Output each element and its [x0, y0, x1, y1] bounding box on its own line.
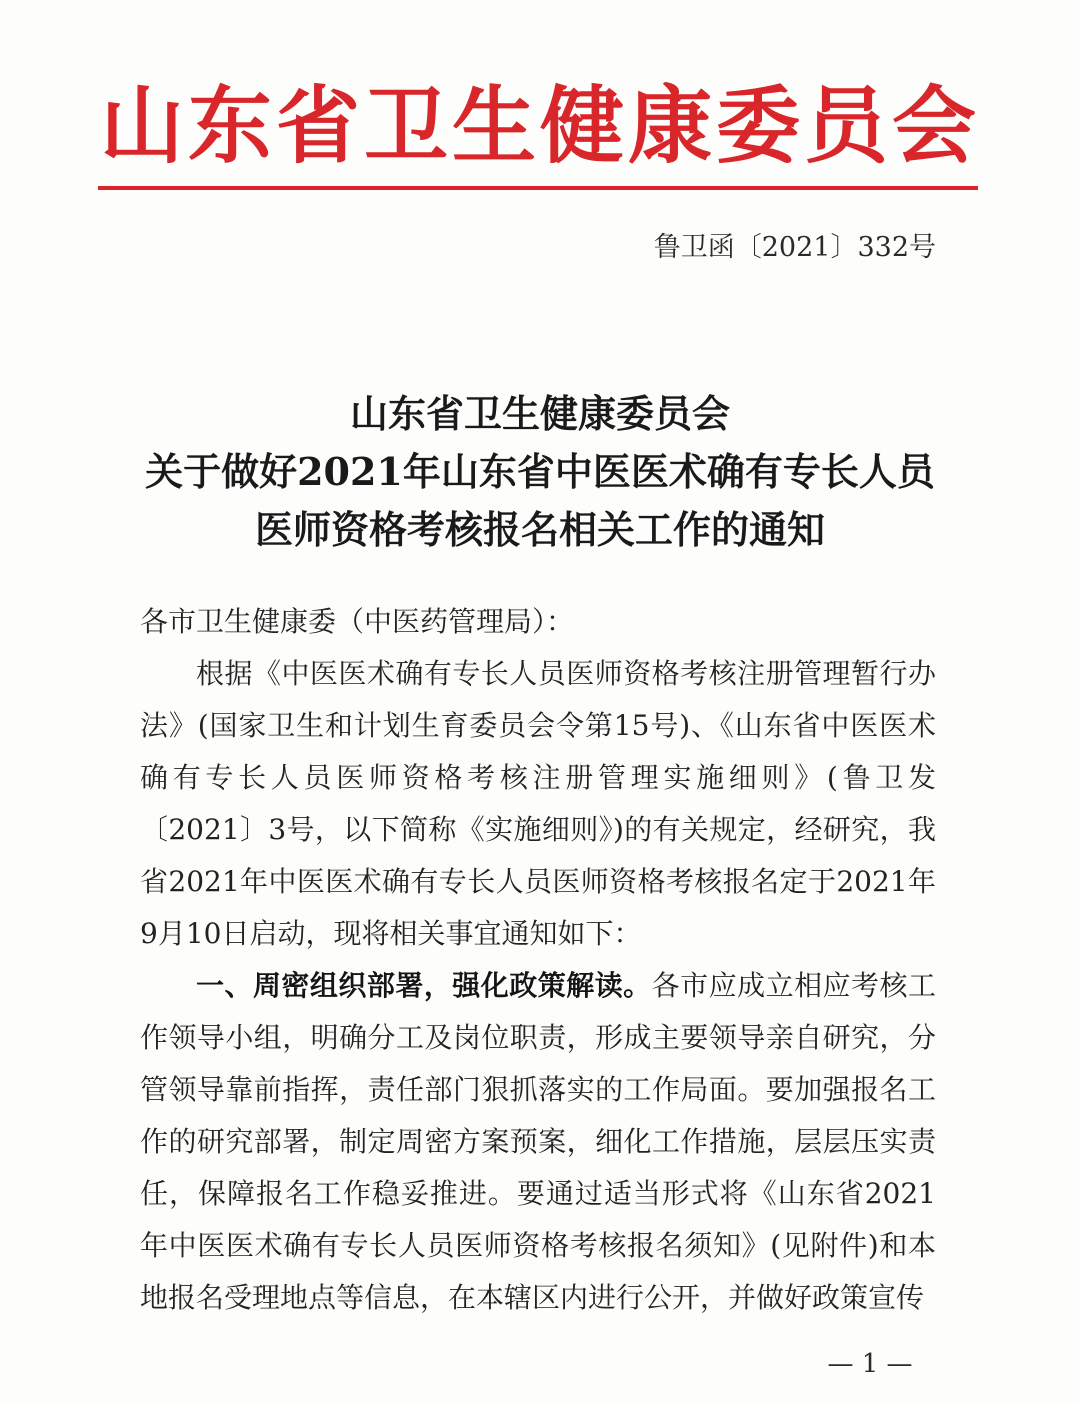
red-header-rule — [98, 186, 978, 190]
title-line-2: 关于做好2021年山东省中医医术确有专长人员 — [145, 449, 935, 494]
page-number: — 1 — — [827, 1349, 913, 1379]
salutation: 各市卫生健康委（中医药管理局）： — [140, 605, 575, 638]
title-line-1: 山东省卫生健康委员会 — [349, 391, 730, 436]
title-line-3: 医师资格考核报名相关工作的通知 — [254, 507, 825, 552]
agency-header-title: 山东省卫生健康委员会 — [99, 77, 980, 175]
document-number: 鲁卫函〔2021〕332号 — [653, 232, 936, 263]
section-1-heading: 一、周密组织部署，强化政策解读。 — [196, 969, 652, 1002]
paragraph-section-1 — [140, 960, 936, 1324]
section-1-text: 各市应成立相应考核工作领导小组，明确分工及岗位职责，形成主要领导亲自研究，分管领导靠前指挥，责任部门狠抓落实的工作局面。要加强报名工作的研究部署，制定周密方案预案，细化工作措施，层层压实责任，保障报名工作稳妥推进。要通过适当形式将《山东省2021年中医医术确有专长人员医师资格考核报名须知》(见附件)和本地报名受理地点等信息，在本辖区内进行公开，并做好政策宣传 — [140, 969, 936, 1314]
document-body — [140, 596, 936, 1324]
document-title — [98, 385, 982, 559]
paragraph-intro: 根据《中医医术确有专长人员医师资格考核注册管理暂行办法》(国家卫生和计划生育委员会令第15号)、《山东省中医医术确有专长人员医师资格考核注册管理实施细则》(鲁卫发〔2021〕3号，以下简称《实施细则》)的有关规定，经研究，我省2021年中医医术确有专长人员医师资格考核报名定于2021年9月10日启动，现将相关事宜通知如下： — [140, 657, 936, 950]
